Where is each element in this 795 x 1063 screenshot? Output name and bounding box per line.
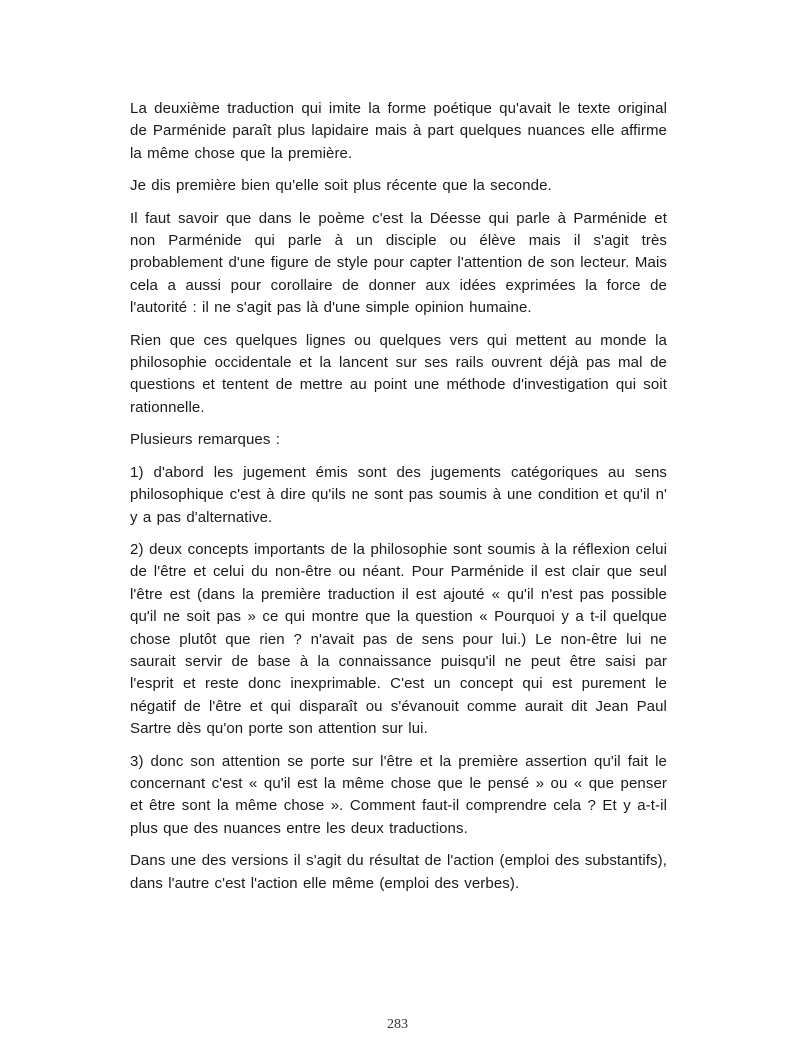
paragraph: Plusieurs remarques : bbox=[130, 431, 280, 449]
paragraph: 1) d'abord les jugement émis sont des jugements catégoriques au sens philosophique c'est à dire qu'ils ne sont pas soumis à une condition et qu'il n' y a pas d'alternative. bbox=[130, 463, 667, 526]
paragraph: Je dis première bien qu'elle soit plus récente que la seconde. bbox=[130, 177, 552, 195]
text-body bbox=[130, 98, 667, 905]
paragraph: 2) deux concepts importants de la philosophie sont soumis à la réflexion celui de l'être et celui du non-être ou néant. Pour Parménide il est clair que seul l'être est (dans la première traduction il est ajouté « qu'il n'est pas possible qu'il ne soit pas » ce qui montre que la question « Pourquoi y a t-il quelque chose plutôt que rien ? n'avait pas de sens pour lui.) Le non-être lui ne saurait servir de base à la connaissance puisqu'il ne peut être saisi par l'esprit et reste donc inexprimable. C'est un concept qui est purement le négatif de l'être et qui disparaît ou s'évanouit comme aurait dit Jean Paul Sartre dès qu'on porte son attention sur lui. bbox=[130, 540, 667, 738]
paragraph: Dans une des versions il s'agit du résultat de l'action (emploi des substantifs), dans l'autre c'est l'action elle même (emploi des verbes). bbox=[130, 852, 667, 892]
page-number: 283 bbox=[387, 1017, 408, 1032]
paragraph: Il faut savoir que dans le poème c'est la Déesse qui parle à Parménide et non Parménide qui parle à un disciple ou élève mais il s'agit très probablement d'une figure de style pour capter l'attention de son lecteur. Mais cela a aussi pour corollaire de donner aux idées exprimées la force de l'autorité : il ne s'agit pas là d'une simple opinion humaine. bbox=[130, 209, 667, 317]
paragraph: Rien que ces quelques lignes ou quelques vers qui mettent au monde la philosophie occidentale et la lancent sur ses rails ouvrent déjà pas mal de questions et tentent de mettre au point une méthode d'investigation qui soit rationnelle. bbox=[130, 331, 667, 416]
paragraph: 3) donc son attention se porte sur l'être et la première assertion qu'il fait le concernant c'est « qu'il est la même chose que le pensé » ou « que penser et être sont la même chose ». Comment faut-il comprendre cela ? Et y a-t-il plus que des nuances entre les deux traductions. bbox=[130, 752, 667, 837]
paragraph: La deuxième traduction qui imite la forme poétique qu'avait le texte original de Parménide paraît plus lapidaire mais à part quelques nuances elle affirme la même chose que la première. bbox=[130, 100, 667, 162]
